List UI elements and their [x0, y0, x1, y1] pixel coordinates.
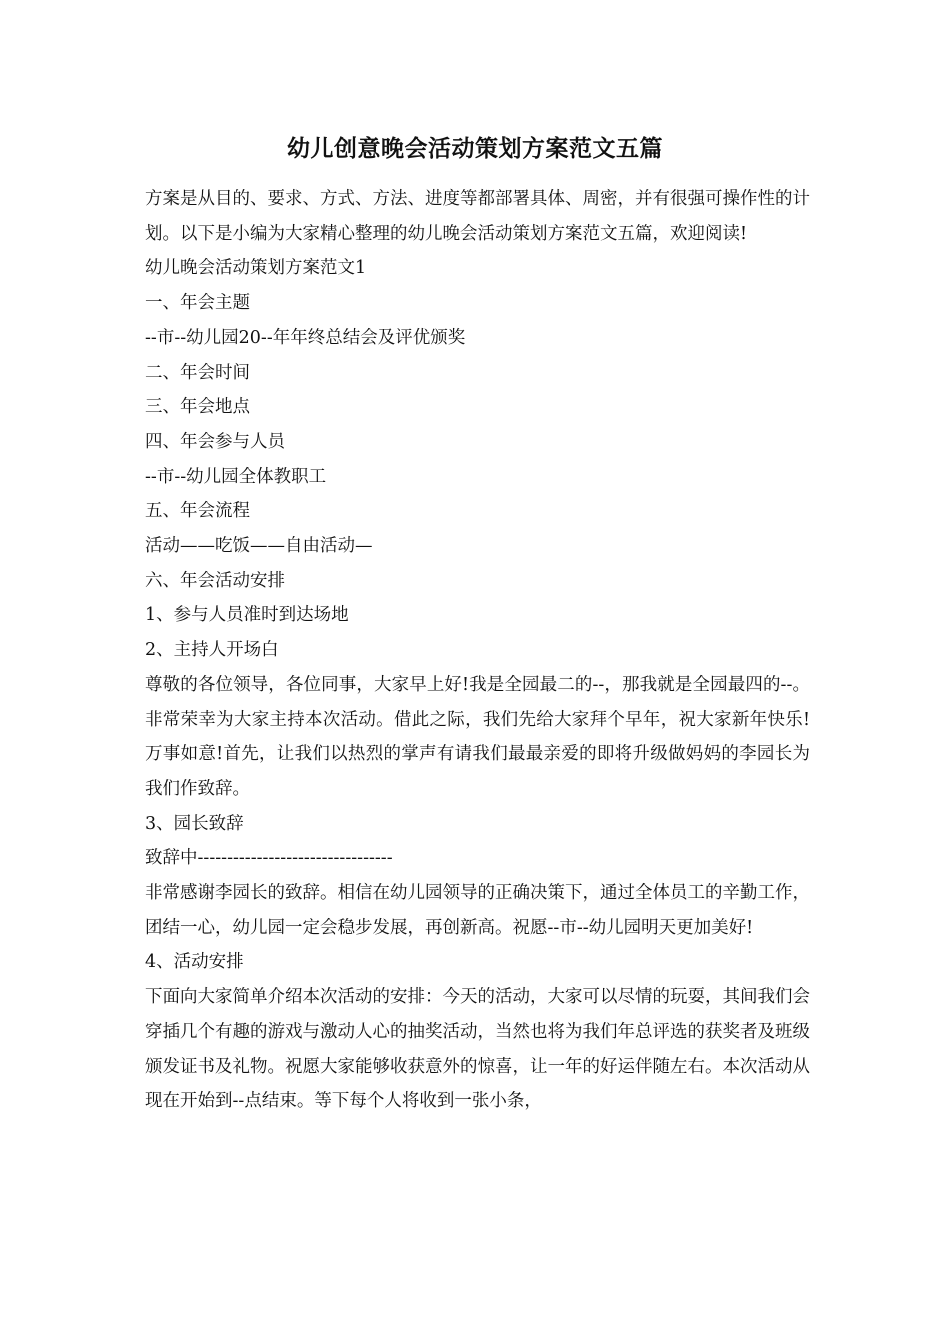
paragraph-item-4: 4、活动安排	[145, 952, 244, 973]
paragraph-thanks: 非常感谢李园长的致辞。相信在幼儿园领导的正确决策下，通过全体员工的辛勤工作，团结一心，幼儿园一定会稳步发展，再创新高。祝愿--市--幼儿园明天更加美好!	[145, 883, 810, 938]
paragraph-speech-placeholder: 致辞中---------------------------------	[145, 848, 393, 869]
paragraph-process: 活动——吃饭——自由活动—	[145, 536, 373, 557]
paragraph-heading-location: 三、年会地点	[145, 397, 250, 418]
paragraph-section-heading: 幼儿晚会活动策划方案范文1	[145, 258, 367, 279]
paragraph-activity-intro: 下面向大家简单介绍本次活动的安排：今天的活动，大家可以尽情的玩耍，其间我们会穿插几个有趣的游戏与激动人心的抽奖活动，当然也将为我们年总评选的获奖者及班级颁发证书及礼物。祝愿大家能够收获意外的惊喜，让一年的好运伴随左右。本次活动从现在开始到--点结束。等下每个人将收到一张小条，	[145, 987, 810, 1112]
paragraph-heading-time: 二、年会时间	[145, 362, 250, 383]
paragraph-heading-arrangement: 六、年会活动安排	[145, 570, 285, 591]
paragraph-participants: --市--幼儿园全体教职工	[145, 466, 327, 487]
paragraph-item-1: 1、参与人员准时到达场地	[145, 605, 349, 626]
paragraph-heading-participants: 四、年会参与人员	[145, 431, 285, 452]
paragraph-theme: --市--幼儿园20--年年终总结会及评优颁奖	[145, 327, 466, 348]
paragraph-item-3: 3、园长致辞	[145, 813, 244, 834]
paragraph-intro: 方案是从目的、要求、方式、方法、进度等都部署具体、周密，并有很强可操作性的计划。以下是小编为大家精心整理的幼儿晚会活动策划方案范文五篇，欢迎阅读!	[145, 189, 810, 244]
document-title: 幼儿创意晚会活动策划方案范文五篇	[287, 135, 663, 162]
paragraph-heading-process: 五、年会流程	[145, 501, 250, 522]
paragraph-item-2: 2、主持人开场白	[145, 640, 279, 661]
paragraph-heading-theme: 一、年会主题	[145, 293, 250, 314]
document-body	[145, 182, 810, 1119]
paragraph-opening-speech: 尊敬的各位领导，各位同事，大家早上好!我是全园最二的--，那我就是全园最四的--。非常荣幸为大家主持本次活动。借此之际，我们先给大家拜个早年，祝大家新年快乐!万事如意!首先，让我们以热烈的掌声有请我们最最亲爱的即将升级做妈妈的李园长为我们作致辞。	[145, 674, 810, 799]
